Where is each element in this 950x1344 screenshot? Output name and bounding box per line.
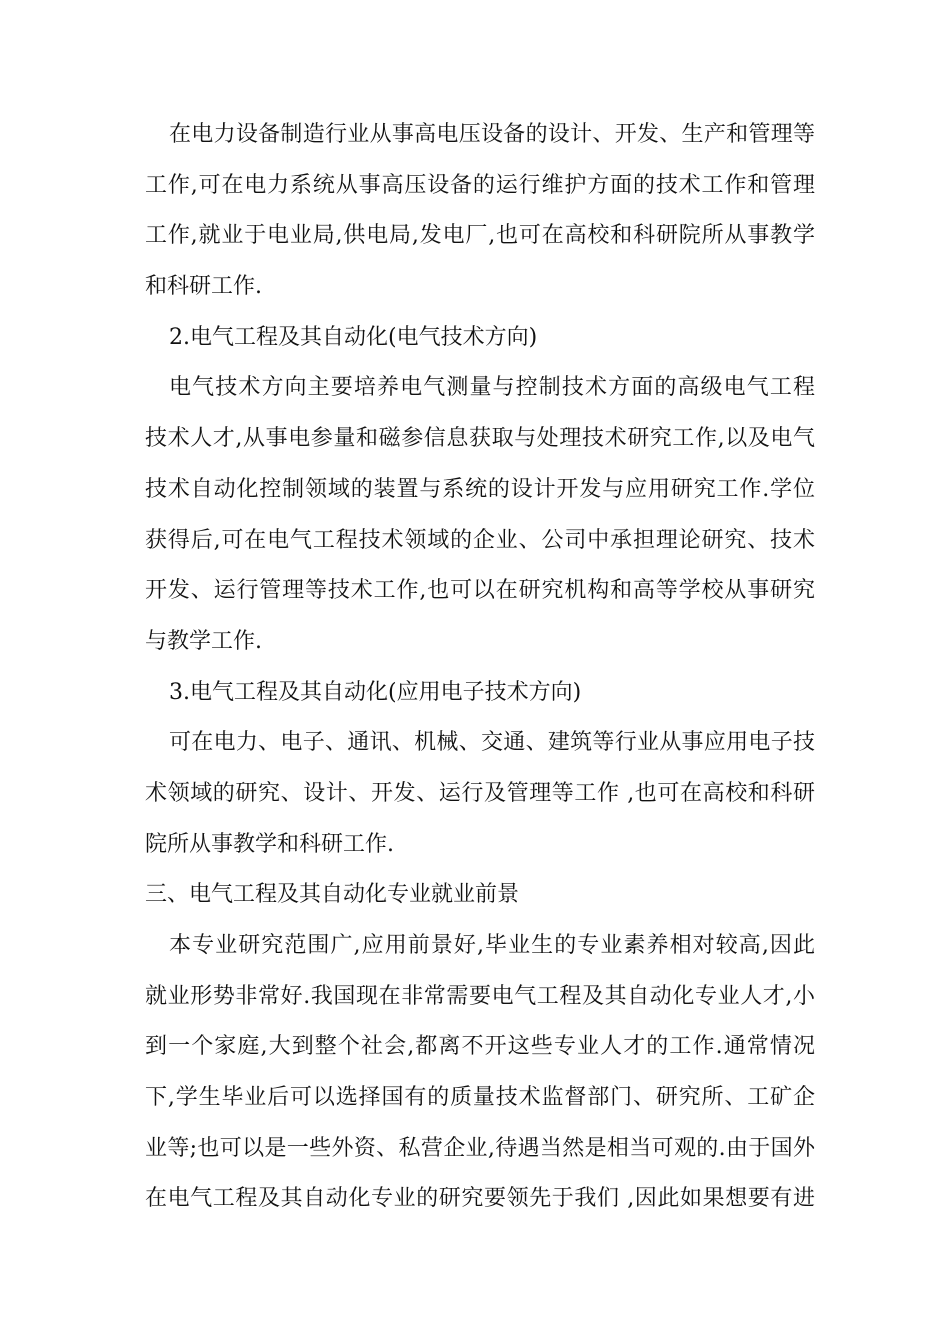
text-line: 工作,就业于电业局,供电局,发电厂,也可在高校和科研院所从事教学 (145, 223, 815, 249)
text-line: 到一个家庭,大到整个社会,都离不开这些专业人才的工作.通常情况 (145, 1034, 815, 1060)
text-line: 本专业研究范围广,应用前景好,毕业生的专业素养相对较高,因此 (169, 933, 815, 958)
text-line: 2.电气工程及其自动化(电气技术方向) (169, 324, 538, 350)
text-line: 在电力设备制造行业从事高电压设备的设计、开发、生产和管理等 (169, 122, 815, 147)
text-line: 三、电气工程及其自动化专业就业前景 (145, 882, 520, 908)
text-line: 工作,可在电力系统从事高压设备的运行维护方面的技术工作和管理 (145, 172, 815, 198)
text-line: 3.电气工程及其自动化(应用电子技术方向) (169, 679, 582, 705)
text-line: 技术人才,从事电参量和磁参信息获取与处理技术研究工作,以及电气 (145, 426, 815, 452)
text-line: 与教学工作. (145, 628, 262, 654)
text-line: 获得后,可在电气工程技术领域的企业、公司中承担理论研究、技术 (145, 527, 815, 553)
text-line: 术领域的研究、设计、开发、运行及管理等工作 ,也可在高校和科研 (145, 780, 815, 806)
text-line: 在电气工程及其自动化专业的研究要领先于我们 ,因此如果想要有进 (145, 1186, 815, 1212)
text-line: 院所从事教学和科研工作. (145, 831, 394, 857)
text-line: 技术自动化控制领域的装置与系统的设计开发与应用研究工作.学位 (145, 476, 815, 502)
text-line: 开发、运行管理等技术工作,也可以在研究机构和高等学校从事研究 (145, 578, 815, 604)
text-line: 业等;也可以是一些外资、私营企业,待遇当然是相当可观的.由于国外 (145, 1135, 815, 1161)
text-line: 和科研工作. (145, 274, 262, 300)
text-line: 就业形势非常好.我国现在非常需要电气工程及其自动化专业人才,小 (145, 983, 815, 1009)
text-line: 可在电力、电子、通讯、机械、交通、建筑等行业从事应用电子技 (169, 730, 815, 756)
text-line: 电气技术方向主要培养电气测量与控制技术方面的高级电气工程 (169, 375, 815, 401)
text-line: 下,学生毕业后可以选择国有的质量技术监督部门、研究所、工矿企 (145, 1085, 815, 1111)
body-text (145, 110, 815, 1225)
